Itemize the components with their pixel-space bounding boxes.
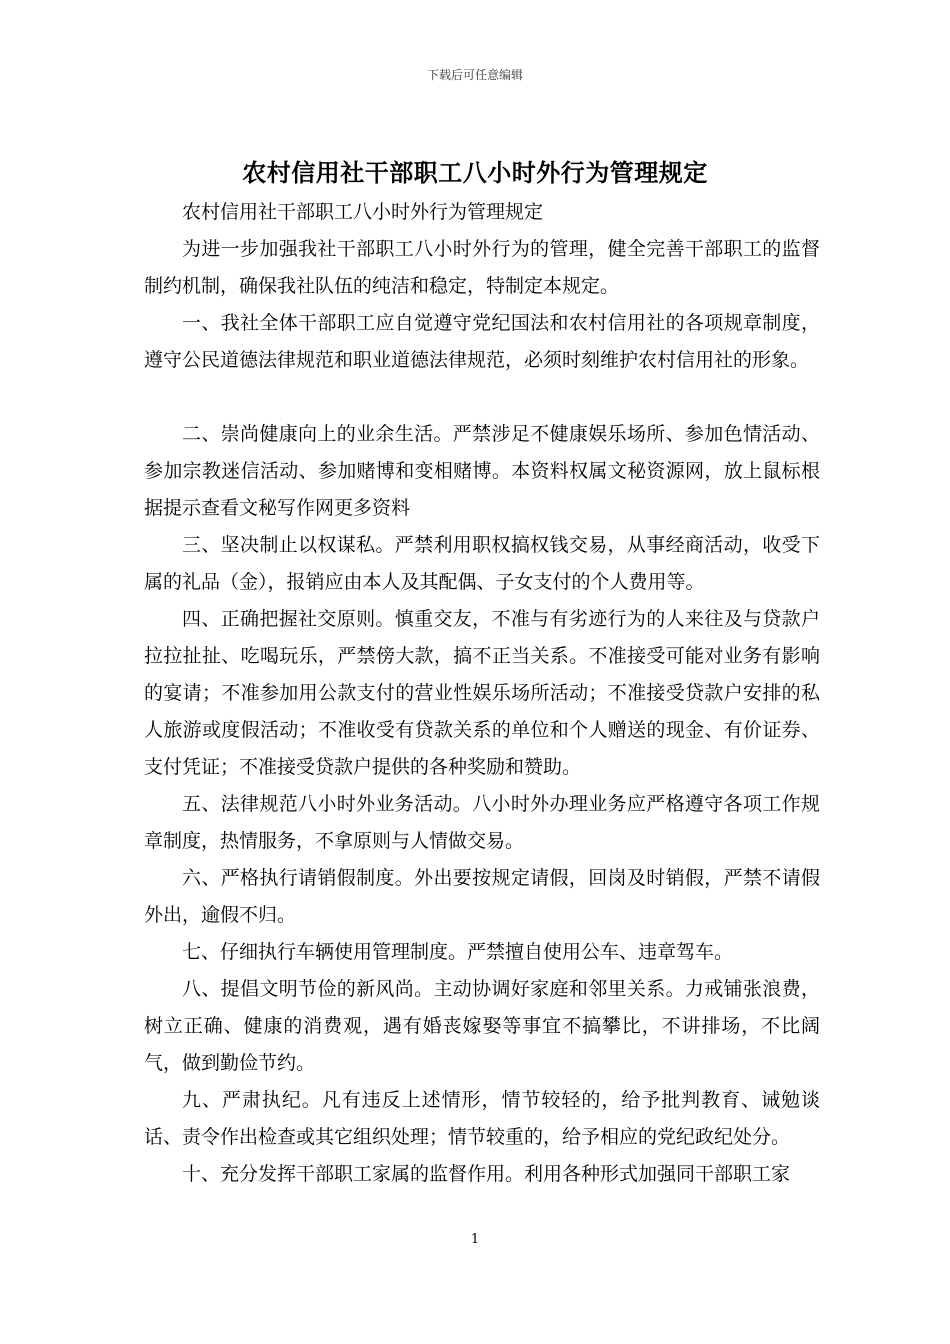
clause-7-paragraph: 七、仔细执行车辆使用管理制度。严禁擅自使用公车、违章驾车。 xyxy=(182,941,734,963)
clause-4-paragraph: 四、正确把握社交原则。慎重交友，不准与有劣迹行为的人来往及与贷款户拉拉扯扯、吃喝玩乐，严禁傍大款，搞不正当关系。不准接受可能对业务有影响的宴请；不准参加用公款支付的营业性娱乐场所活动；不准接受贷款户安排的私人旅游或度假活动；不准收受有贷款关系的单位和个人赠送的现金、有价证券、支付凭证；不准接受贷款户提供的各种奖励和赞助。 xyxy=(144,608,820,778)
clause-6-paragraph: 六、严格执行请销假制度。外出要按规定请假，回岗及时销假，严禁不请假外出，逾假不归。 xyxy=(144,867,820,926)
document-title: 农村信用社干部职工八小时外行为管理规定 xyxy=(242,158,708,187)
page-number: 1 xyxy=(470,1232,480,1247)
subtitle-paragraph: 农村信用社干部职工八小时外行为管理规定 xyxy=(182,201,544,223)
document-body xyxy=(144,194,820,1193)
header-note: 下载后可任意编辑 xyxy=(426,68,523,82)
clause-1-paragraph: 一、我社全体干部职工应自觉遵守党纪国法和农村信用社的各项规章制度，遵守公民道德法律规范和职业道德法律规范，必须时刻维护农村信用社的形象。 xyxy=(144,312,820,371)
clause-2-paragraph: 二、崇尚健康向上的业余生活。严禁涉足不健康娱乐场所、参加色情活动、参加宗教迷信活动、参加赌博和变相赌博。本资料权属文秘资源网，放上鼠标根据提示查看文秘写作网更多资料 xyxy=(144,423,820,519)
clause-5-paragraph: 五、法律规范八小时外业务活动。八小时外办理业务应严格遵守各项工作规章制度，热情服务，不拿原则与人情做交易。 xyxy=(144,793,820,852)
intro-paragraph: 为进一步加强我社干部职工八小时外行为的管理，健全完善干部职工的监督制约机制，确保我社队伍的纯洁和稳定，特制定本规定。 xyxy=(144,238,820,297)
clause-3-paragraph: 三、坚决制止以权谋私。严禁利用职权搞权钱交易，从事经商活动，收受下属的礼品（金），报销应由本人及其配偶、子女支付的个人费用等。 xyxy=(144,534,820,593)
clause-8-paragraph: 八、提倡文明节俭的新风尚。主动协调好家庭和邻里关系。力戒铺张浪费，树立正确、健康的消费观，遇有婚丧嫁娶等事宜不搞攀比，不讲排场，不比阔气，做到勤俭节约。 xyxy=(144,978,820,1074)
clause-9-paragraph: 九、严肃执纪。凡有违反上述情形，情节较轻的，给予批判教育、诫勉谈话、责令作出检查或其它组织处理；情节较重的，给予相应的党纪政纪处分。 xyxy=(144,1089,820,1148)
clause-10-paragraph: 十、充分发挥干部职工家属的监督作用。利用各种形式加强同干部职工家 xyxy=(182,1163,791,1185)
